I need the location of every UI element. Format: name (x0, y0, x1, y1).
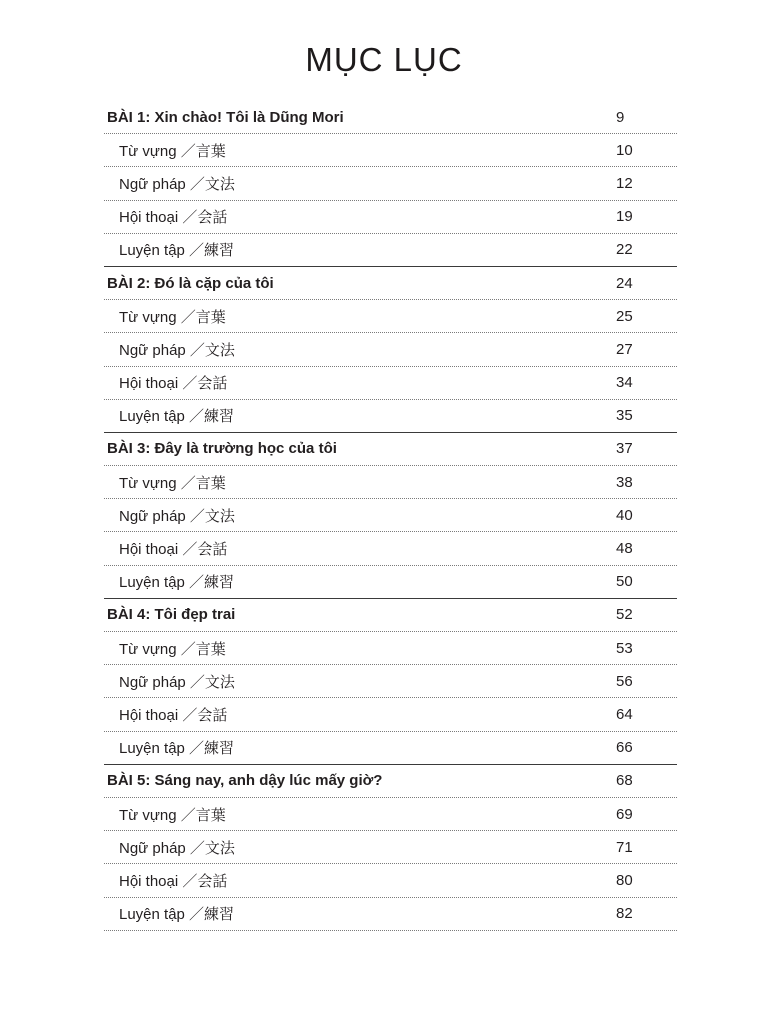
page-number: 53 (616, 639, 633, 657)
page-number: 22 (616, 241, 633, 259)
entry-label: Luyện tập ／練習 (119, 906, 235, 924)
page-number: 71 (616, 838, 633, 856)
toc-entry (104, 732, 677, 765)
page-number: 80 (616, 871, 633, 889)
toc-entry (104, 201, 677, 234)
page-number: 50 (616, 573, 633, 591)
toc-entry (104, 898, 677, 931)
page-number: 25 (616, 307, 633, 325)
page-title: MỤC LỤC (305, 41, 463, 78)
toc-entry (104, 698, 677, 731)
entry-label: Hội thoại ／会話 (119, 541, 228, 559)
table-of-contents (104, 101, 677, 931)
page-number: 38 (616, 473, 633, 491)
toc-entry (104, 466, 677, 499)
entry-label: Luyện tập ／練習 (119, 574, 235, 592)
page-number: 9 (616, 108, 625, 126)
entry-label: Ngữ pháp ／文法 (119, 673, 235, 691)
page-number: 66 (616, 739, 633, 757)
entry-label: Từ vựng ／言葉 (119, 640, 226, 658)
toc-lesson-heading (104, 433, 677, 466)
entry-label: Hội thoại ／会話 (119, 872, 228, 890)
entry-label: Ngữ pháp ／文法 (119, 175, 235, 193)
toc-entry (104, 864, 677, 897)
entry-label: Hội thoại ／会話 (119, 375, 228, 393)
entry-label: Từ vựng ／言葉 (119, 806, 226, 824)
toc-entry (104, 134, 677, 167)
entry-label: Từ vựng ／言葉 (119, 308, 226, 326)
toc-entry (104, 566, 677, 599)
page-number: 37 (616, 440, 633, 458)
page-number: 40 (616, 506, 633, 524)
toc-lesson-heading (104, 267, 677, 300)
lesson-title: BÀI 2: Đó là cặp của tôi (107, 274, 274, 292)
page-number: 68 (616, 772, 633, 790)
page-number: 35 (616, 407, 633, 425)
page-number: 34 (616, 374, 633, 392)
entry-label: Ngữ pháp ／文法 (119, 341, 235, 359)
page-number: 52 (616, 606, 633, 624)
toc-entry (104, 400, 677, 433)
entry-label: Luyện tập ／練習 (119, 408, 235, 426)
toc-entry (104, 367, 677, 400)
page-number: 12 (616, 174, 633, 192)
page-number: 64 (616, 705, 633, 723)
entry-label: Luyện tập ／練習 (119, 242, 235, 260)
entry-label: Ngữ pháp ／文法 (119, 839, 235, 857)
entry-label: Từ vựng ／言葉 (119, 474, 226, 492)
toc-entry (104, 167, 677, 200)
toc-lesson-heading (104, 765, 677, 798)
toc-entry (104, 532, 677, 565)
entry-label: Ngữ pháp ／文法 (119, 507, 235, 525)
entry-label: Luyện tập ／練習 (119, 740, 235, 758)
lesson-title: BÀI 1: Xin chào! Tôi là Dũng Mori (107, 108, 344, 126)
page-number: 69 (616, 805, 633, 823)
page-number: 48 (616, 540, 633, 558)
toc-entry (104, 499, 677, 532)
entry-label: Từ vựng ／言葉 (119, 142, 226, 160)
lesson-title: BÀI 5: Sáng nay, anh dậy lúc mấy giờ? (107, 772, 383, 790)
toc-entry (104, 798, 677, 831)
entry-label: Hội thoại ／会話 (119, 209, 228, 227)
lesson-title: BÀI 4: Tôi đẹp trai (107, 606, 236, 624)
toc-entry (104, 632, 677, 665)
page-number: 56 (616, 672, 633, 690)
toc-entry (104, 333, 677, 366)
page-number: 27 (616, 340, 633, 358)
page-number: 24 (616, 274, 633, 292)
toc-lesson-heading (104, 101, 677, 134)
toc-lesson-heading (104, 599, 677, 632)
page-number: 19 (616, 208, 633, 226)
lesson-title: BÀI 3: Đây là trường học của tôi (107, 440, 337, 458)
page-number: 10 (616, 141, 633, 159)
toc-entry (104, 234, 677, 267)
entry-label: Hội thoại ／会話 (119, 706, 228, 724)
toc-entry (104, 300, 677, 333)
toc-entry (104, 831, 677, 864)
page-number: 82 (616, 905, 633, 923)
toc-entry (104, 665, 677, 698)
